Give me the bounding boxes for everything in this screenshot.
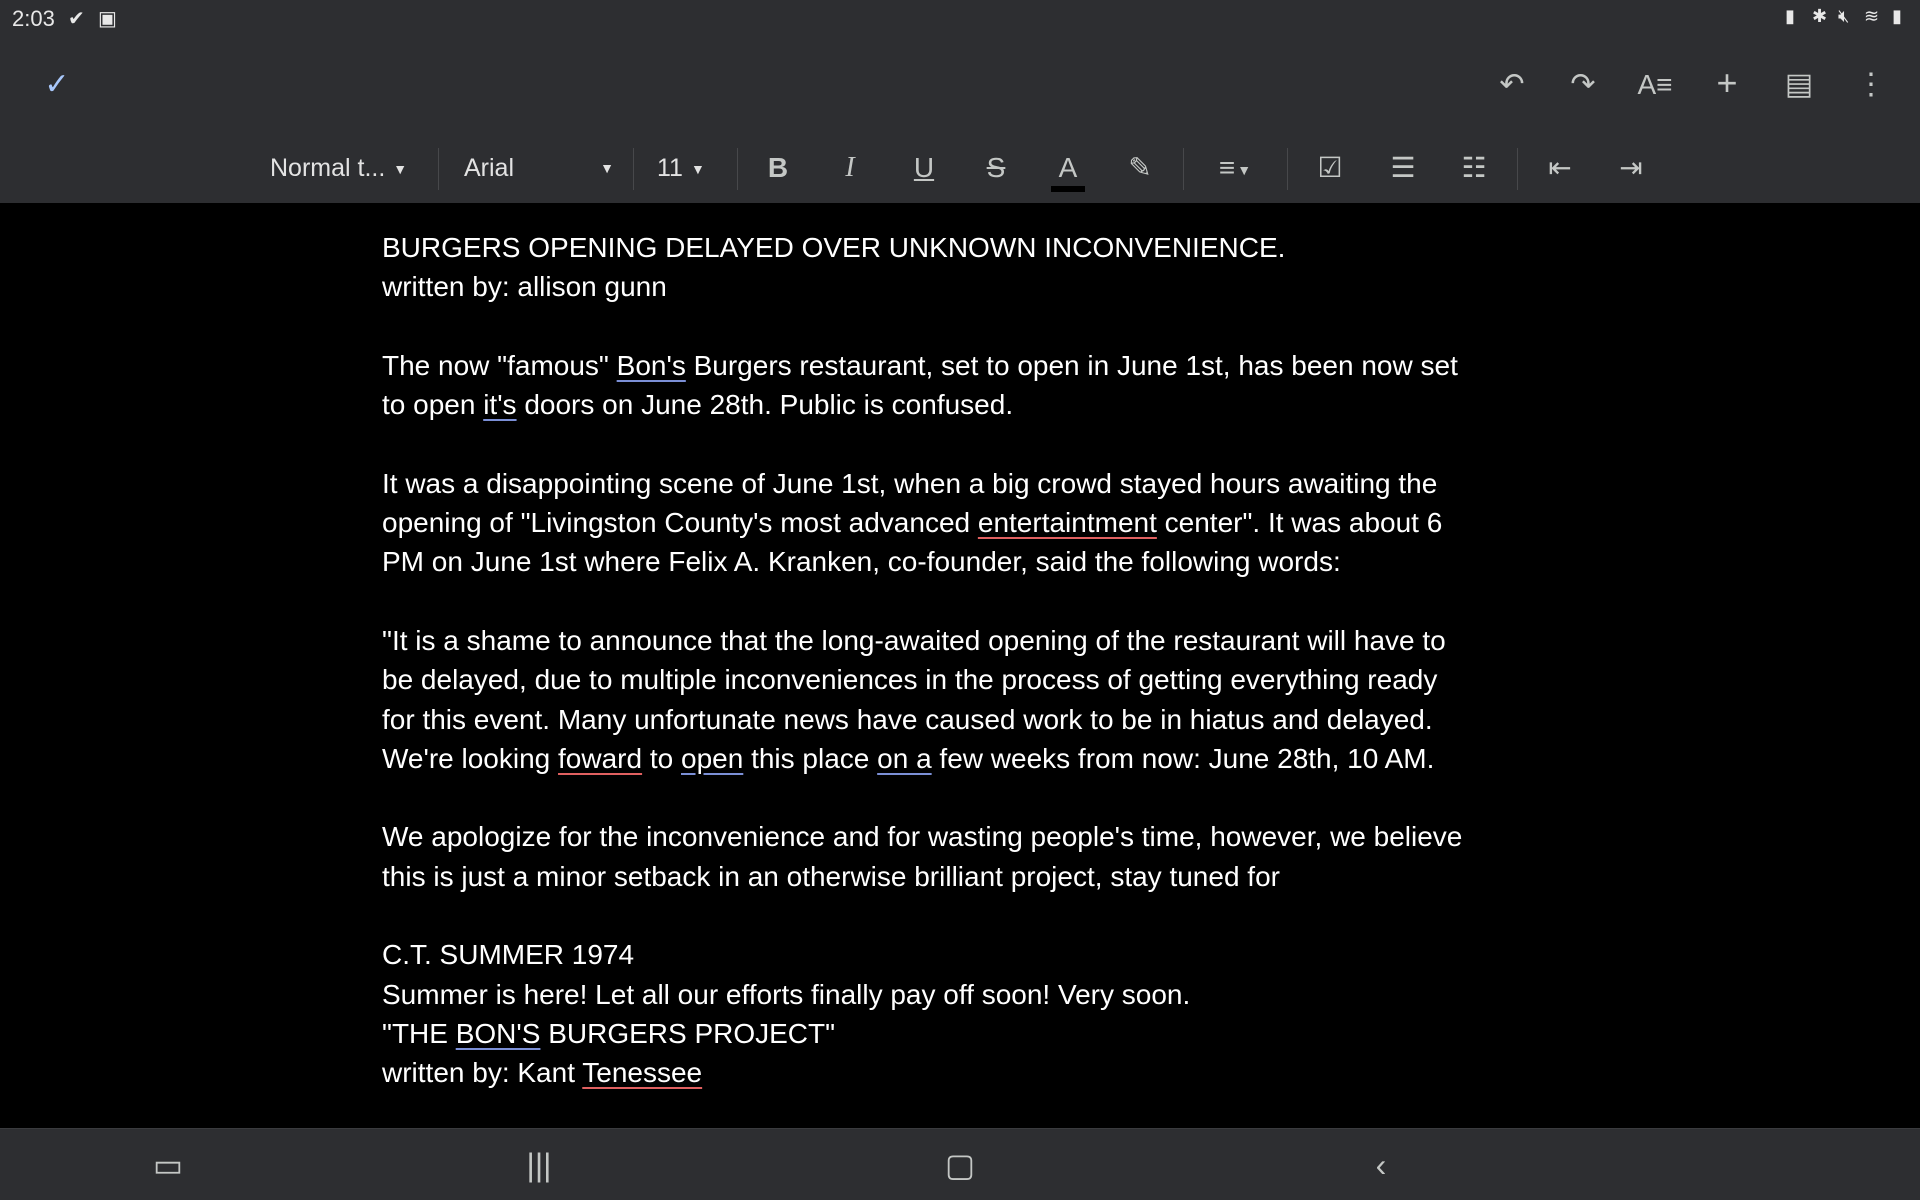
checklist-icon[interactable]: ☑ [1317,152,1343,183]
battery-charging-icon: ▮ [1892,6,1902,26]
text-format-icon[interactable]: A≡ [1637,69,1673,100]
grammar-suggestion[interactable]: open [681,742,744,774]
bulleted-list-icon[interactable]: ☰ [1390,152,1416,183]
document-line: this is just a minor setback in an otherwise brilliant project, stay tuned for [382,860,1280,892]
chevron-down-icon: ▼ [690,161,705,178]
highlight-icon[interactable]: ✎ [1128,152,1152,183]
document-line [382,778,1552,817]
divider [1287,148,1288,190]
spelling-suggestion[interactable]: Tenessee [582,1057,703,1089]
divider [438,148,439,190]
grammar-suggestion[interactable]: BON'S [455,1017,541,1049]
wifi-icon: ≋ [1864,6,1880,26]
style-value: Normal t... [270,154,386,182]
spelling-suggestion[interactable]: foward [558,742,643,774]
numbered-list-icon[interactable]: ☷ [1461,152,1487,183]
align-dropdown-icon[interactable]: ≡ ▼ [1218,152,1252,183]
divider [1517,148,1518,190]
bluetooth-icon: ✱ [1812,6,1828,26]
font-size-value: 11 [657,154,683,182]
mute-icon: 🔇︎ [1838,6,1850,26]
document-line: written by: Kant Tenessee [382,1057,703,1089]
document-line: to open it's doors on June 28th. Public is confused. [382,389,1014,421]
document-line: It was a disappointing scene of June 1st, when a big crowd stayed hours awaiting the [382,467,1438,499]
document-line: The now "famous" Bon's Burgers restaurant, set to open in June 1st, has been now set [382,349,1458,381]
divider [633,148,634,190]
add-icon[interactable]: + [1716,62,1738,103]
done-check-icon[interactable]: ✓ [44,68,70,101]
document-line: opening of "Livingston County's most advanced entertaintment center". It was about 6 [382,507,1443,539]
underline-icon[interactable]: U [913,152,935,183]
recent-apps-icon[interactable]: ||| [526,1147,552,1183]
chevron-down-icon: ▼ [600,160,614,176]
document-line: "THE BON'S BURGERS PROJECT" [382,1017,836,1049]
divider [737,148,738,190]
document-line: PM on June 1st where Felix A. Kranken, co-founder, said the following words: [382,546,1341,578]
font-dropdown[interactable] [464,150,614,186]
grammar-suggestion[interactable]: on a [877,742,932,774]
document-body[interactable] [382,228,1552,1093]
divider [1183,148,1184,190]
document-line: C.T. SUMMER 1974 [382,939,635,971]
italic-icon[interactable]: I [845,152,855,183]
document-line [382,896,1552,935]
comment-icon[interactable]: ▤ [1784,68,1814,101]
font-size-dropdown[interactable] [657,150,705,186]
document-line [382,307,1552,346]
redo-icon[interactable]: ↷ [1570,68,1596,101]
grammar-suggestion[interactable]: Bon's [616,349,686,381]
strikethrough-icon[interactable]: S [986,152,1006,183]
bold-icon[interactable]: B [767,152,789,183]
document-line: We apologize for the inconvenience and for wasting people's time, however, we believe [382,821,1463,853]
document-line [382,424,1552,463]
decrease-indent-icon[interactable]: ⇤ [1548,152,1572,183]
document-line: for this event. Many unfortunate news have caused work to be in hiatus and delayed. [382,703,1433,735]
chevron-down-icon: ▼ [393,161,408,178]
document-line: written by: allison gunn [382,271,667,303]
spelling-suggestion[interactable]: entertaintment [977,507,1157,539]
text-color-icon[interactable]: A [1048,150,1088,186]
document-line [382,582,1552,621]
image-icon: ▣ [98,8,117,30]
home-icon[interactable]: ▢ [944,1147,976,1183]
more-options-icon[interactable]: ⋮ [1856,68,1886,101]
document-line: be delayed, due to multiple inconveniences in the process of getting everything ready [382,664,1438,696]
status-bar [0,0,1920,38]
document-line: Summer is here! Let all our efforts finally pay off soon! Very soon. [382,978,1191,1010]
screen-icon[interactable]: ▭ [152,1147,184,1183]
grammar-suggestion[interactable]: it's [483,389,517,421]
style-dropdown[interactable] [270,150,407,186]
document-line: We're looking foward to open this place on a few weeks from now: June 28th, 10 AM. [382,742,1435,774]
battery-saver-icon: ▮ [1785,6,1795,26]
font-value: Arial [464,154,515,182]
document-line: BURGERS OPENING DELAYED OVER UNKNOWN INCONVENIENCE. [382,232,1286,263]
document-line: "It is a shame to announce that the long-awaited opening of the restaurant will have to [382,624,1446,656]
task-check-icon: ✔ [68,8,85,30]
increase-indent-icon[interactable]: ⇥ [1619,152,1643,183]
undo-icon[interactable]: ↶ [1499,68,1525,101]
navigation-bar [0,1128,1920,1200]
status-time: 2:03 [12,6,55,31]
back-icon[interactable]: ‹ [1375,1147,1387,1183]
